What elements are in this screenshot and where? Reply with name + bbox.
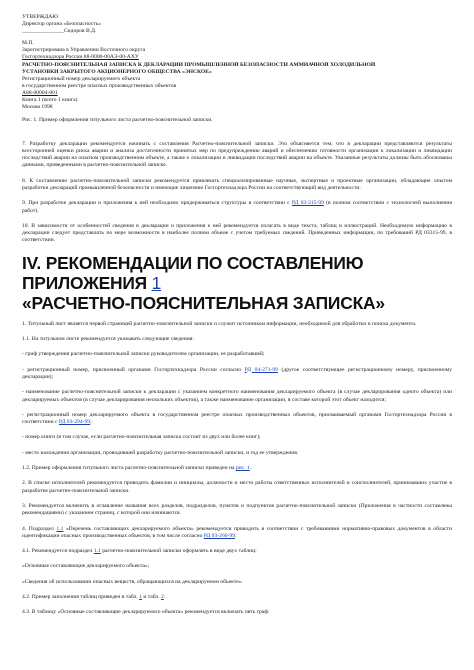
state-register-label: в государственном реестре опасных производственных объектов [22,82,177,89]
body-p4-1-text: 4.1. Рекомендуется подраздел [22,548,94,555]
figure-1-caption: Рис. 1. Пример оформления титульного листа расчетно-пояснительной записки. [22,117,213,124]
director-line: Директор органа «Безопасность» [22,21,102,28]
bullet-6: - место нахождения организации, проводившей разработку расчетно-пояснительной записки, и год ее утверждения. [22,449,299,456]
body-p4 [22,526,452,541]
approved-label: УТВЕРЖДАЮ [22,14,59,20]
city-year: Москва 1998 [22,104,53,111]
bullet-4-text-end: ; [90,419,92,426]
body-p4-text-mid: «Перечень составляющих декларируемого объекта» рекомендуется приводить в соответствии с требованиями нормативно-правовых документов в области идентификации опасных производственных объектов, в том числе согласно [22,525,452,539]
bullet-4 [22,412,452,427]
reg-number-declared-label: Регистрационный номер декларируемого объекта [22,75,141,82]
body-p1-1: 1.1. На титульном листе рекомендуется указывать следующие сведения: [22,336,194,343]
link-rd-03-315-99[interactable]: РД 03-315-99 [291,200,324,207]
body-p1-2-text-end: . [249,465,252,472]
body-p4-2 [22,594,452,601]
section-title-line-2: «РАСЧЕТНО-ПОЯСНИТЕЛЬНАЯ ЗАПИСКА» [22,292,385,313]
link-rd-03-294-99[interactable]: РД 03-294-99 [58,419,91,426]
link-rd-04-271-99[interactable]: РД 04-271-99 [244,366,278,373]
registration-number: Госгортехнадзора России 88-0000-00АЭ-00-АХУ [22,54,139,61]
seal-label: М.П. [22,40,34,47]
bullet-3: - наименование расчетно-пояснительной записки к декларации с указанием конкретного наименования декларируемого объекта (в случае декларирования одного объекта) или декларируемых объектов (в случае декларирования нескольких объектов), а также наименование организации, в составе которой этот объект находится; [22,389,452,403]
body-p1: 1. Титульный лист является первой страницей расчетно-пояснительной записки и служит источником информации, необходимой для обработки и поиска документа. [22,320,417,327]
link-table-1[interactable]: 1 [139,594,142,601]
document-title-line-1: РАСЧЕТНО-ПОЯСНИТЕЛЬНАЯ ЗАПИСКА К ДЕКЛАРАЦИИ ПРОМЫШЛЕННОЙ БЕЗОПАСНОСТИ АММИАЧНОЙ ХОЛОДИЛЬНОЙ [22,61,376,68]
link-subsection-1-1[interactable]: 1.1 [56,525,64,532]
title-page-stamp [22,14,452,111]
body-p4-1-text-end: расчетно-пояснительной записки оформлять в виде двух таблиц: [100,548,257,555]
appendix-1-link[interactable]: 1 [151,272,162,293]
document-title-line-2: УСТАНОВКИ ЗАКРЫТОГО АКЦИОНЕРНОГО ОБЩЕСТВА «ЭНСКОЕ» [22,68,212,75]
body-p4-text: 4. Подраздел [22,525,57,532]
bullet-1: - гриф утверждения расчетно-пояснительной записки руководителем организации, ее разработавшей; [22,351,265,358]
signature-line: _______________Сидоров В.Д. [22,28,97,35]
object-code: А88-00004-001 [22,89,58,96]
link-subsection-1-1-b[interactable]: 1.1 [93,548,101,555]
table-name-1: «Основные составляющие декларируемого объекта»; [22,563,150,570]
body-p4-2-text-mid: и табл. [141,594,162,601]
body-p1-2 [22,465,452,472]
bullet-2-text-end: (другое соответствующее регистрационному номеру, присвоенному декларации); [22,366,453,380]
link-table-2[interactable]: 2 [161,594,164,601]
body-p4-2-text-end: . [163,594,166,601]
body-p2: 2. В списке исполнителей рекомендуется приводить фамилии и инициалы, должности и место работы ответственных исполнителей и соисполнителей, принимавших участие в разработке расчетно-пояснительной записки. [22,480,452,494]
body-p3: 3. Рекомендуется включить в оглавление названия всех разделов, подразделов, пунктов и подпунктов расчетно-пояснительной записки (Приложения в частности составлены рекомендациями) с указанием страниц, с которой они начинаются. [22,502,452,517]
link-rd-03-260-99[interactable]: РД 03-260-99 [203,532,235,539]
bullet-4-text: - регистрационный номер декларируемого объекта в государственном реестре опасных производственных объектов, присваиваемый органами Госгортехнадзора России в соответствии с [22,411,452,426]
section-4-heading [22,253,452,313]
bullet-5: - номер книги (в том случае, если расчетно-пояснительная записка состоит из двух или более книг); [22,434,261,441]
section-title-text: IV. РЕКОМЕНДАЦИИ ПО СОСТАВЛЕНИЮ ПРИЛОЖЕНИЯ [22,252,364,293]
link-figure-1[interactable]: рис. 1 [235,465,250,472]
table-name-2: «Сведения об использовании опасных веществ, обращающихся на декларируемом объекте». [22,578,243,585]
paragraph-9 [22,200,452,215]
body-p4-3: 4.3. В таблицу «Основные составляющие декларируемого объекта» рекомендуется включать пять граф: [22,609,270,616]
registered-line: Зарегистрирована в Управлении Восточного округа [22,47,146,54]
body-p4-text-end: . [235,532,237,539]
paragraph-9-text: 9. При разработке декларации и приложения к ней необходимо придерживаться структуры в соответствии с [22,200,292,207]
paragraph-8: 8. К составлению расчетно-пояснительной записки рекомендуется привлекать специализированные научные, экспертные и проектные организации, обладающие опытом разработки деклараций промышленной безопасности и имеющие лицензию Госгортехнадзора России на соответствующий вид деятельности. [22,177,452,191]
bullet-2 [22,367,452,382]
body-p4-2-text: 4.2. Пример заполнения таблиц приведен в табл. [22,594,140,601]
paragraph-10: 10. В зависимости от особенностей сведения в декларации и приложения к ней рекомендуется излагать в виде текста, таблиц и иллюстраций. Необходимую информацию в декларации следует представлять по мере возможности в наиболее полном объеме с учетом требуемых сведений. Приведенных информации, по требований РД 03315-99, в соответствии. [22,222,452,244]
body-p1-2-text: 1.2. Пример оформления титульного листа расчетно-пояснительной записки приведен на [22,465,236,472]
bullet-2-text: - регистрационный номер, присвоенный органами Госгортехнадзора России согласно [22,366,245,373]
body-p4-1 [22,548,452,555]
paragraph-9-text-end: (в полном соответствии с технологией выполнения работ). [22,200,452,214]
paragraph-7: 7. Разработку декларации рекомендуется начинать с составления Расчетно-пояснительной записки. Это объясняется тем, что в декларации представляются результаты всесторонней оценки риска аварии и анализа достаточности принятых мер по предупреждению аварий и обеспечению готовности организации к локализации и ликвидации последствий аварии на опасном производственном объекте, а также о локализации и ликвидации последствий аварии на объекте. Указанные результаты должны быть обоснованы данными, приведенными в расчетно-пояснительной записке. [22,140,452,169]
book-label: Книга 1 (всего 1 книга) [22,97,78,104]
